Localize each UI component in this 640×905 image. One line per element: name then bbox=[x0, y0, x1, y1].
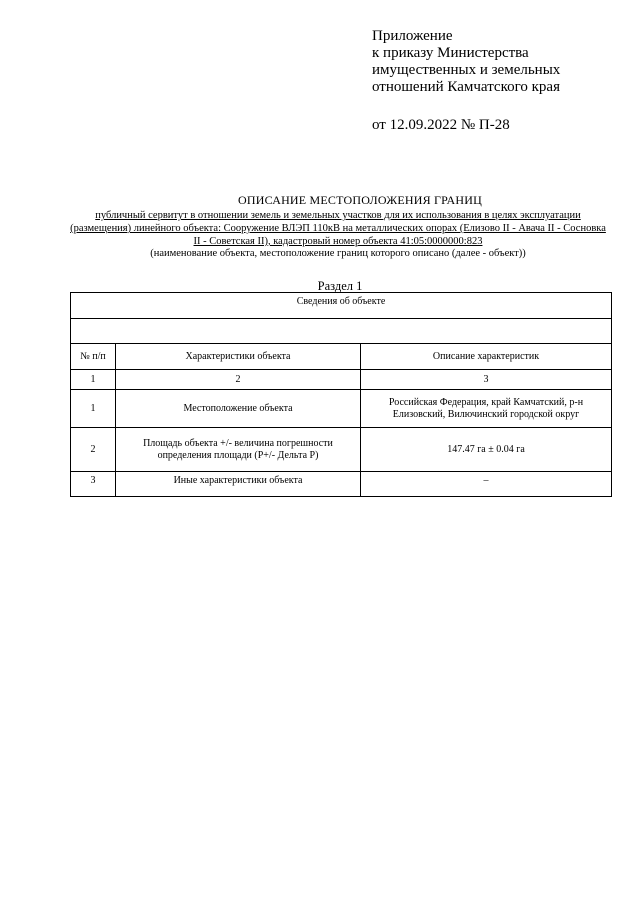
row-description: – bbox=[361, 472, 612, 497]
header-cell-num: № п/п bbox=[71, 344, 116, 370]
section-title: Раздел 1 bbox=[317, 279, 363, 293]
table-row bbox=[71, 472, 612, 497]
header-line: Приложение bbox=[372, 28, 453, 44]
object-subject-text: публичный сервитут в отношении земель и земельных участков для их использования в целях эксплуатации (размещения) линейного объекта: Сооружение ВЛЭП 110кВ на металлических опорах (Елизово II - Авача II - Сосновка II - Советская II), кадастровый номер объекта 41:05:0000000:823 bbox=[70, 210, 606, 247]
table-title: Сведения об объекте bbox=[71, 293, 612, 319]
column-number-row bbox=[71, 370, 612, 390]
document-title: ОПИСАНИЕ МЕСТОПОЛОЖЕНИЯ ГРАНИЦ bbox=[238, 193, 482, 207]
row-number: 2 bbox=[71, 428, 116, 472]
table-row bbox=[71, 428, 612, 472]
object-subject-note: (наименование объекта, местоположение границ которого описано (далее - объект)) bbox=[150, 248, 526, 259]
order-date: от 12.09.2022 № П-28 bbox=[372, 117, 510, 133]
header-line: отношений Камчатского края bbox=[372, 79, 560, 95]
object-info-table bbox=[70, 292, 612, 497]
header-line: к приказу Министерства bbox=[372, 45, 529, 61]
row-description: 147.47 га ± 0.04 га bbox=[361, 428, 612, 472]
column-number: 3 bbox=[361, 370, 612, 390]
header-cell-characteristic: Характеристики объекта bbox=[116, 344, 361, 370]
row-characteristic: Площадь объекта +/- величина погрешности определения площади (Р+/- Дельта Р) bbox=[116, 428, 361, 472]
header-line: имущественных и земельных bbox=[372, 62, 561, 78]
object-subject bbox=[68, 209, 608, 248]
table-row bbox=[71, 390, 612, 428]
column-number: 2 bbox=[116, 370, 361, 390]
column-number: 1 bbox=[71, 370, 116, 390]
table-empty-row bbox=[71, 319, 612, 344]
appendix-header bbox=[372, 28, 622, 96]
row-description: Российская Федерация, край Камчатский, р-н Елизовский, Вилючинский городской округ bbox=[361, 390, 612, 428]
row-number: 3 bbox=[71, 472, 116, 497]
row-number: 1 bbox=[71, 390, 116, 428]
table-header-row bbox=[71, 344, 612, 370]
row-characteristic: Местоположение объекта bbox=[116, 390, 361, 428]
row-characteristic: Иные характеристики объекта bbox=[116, 472, 361, 497]
header-cell-description: Описание характеристик bbox=[361, 344, 612, 370]
